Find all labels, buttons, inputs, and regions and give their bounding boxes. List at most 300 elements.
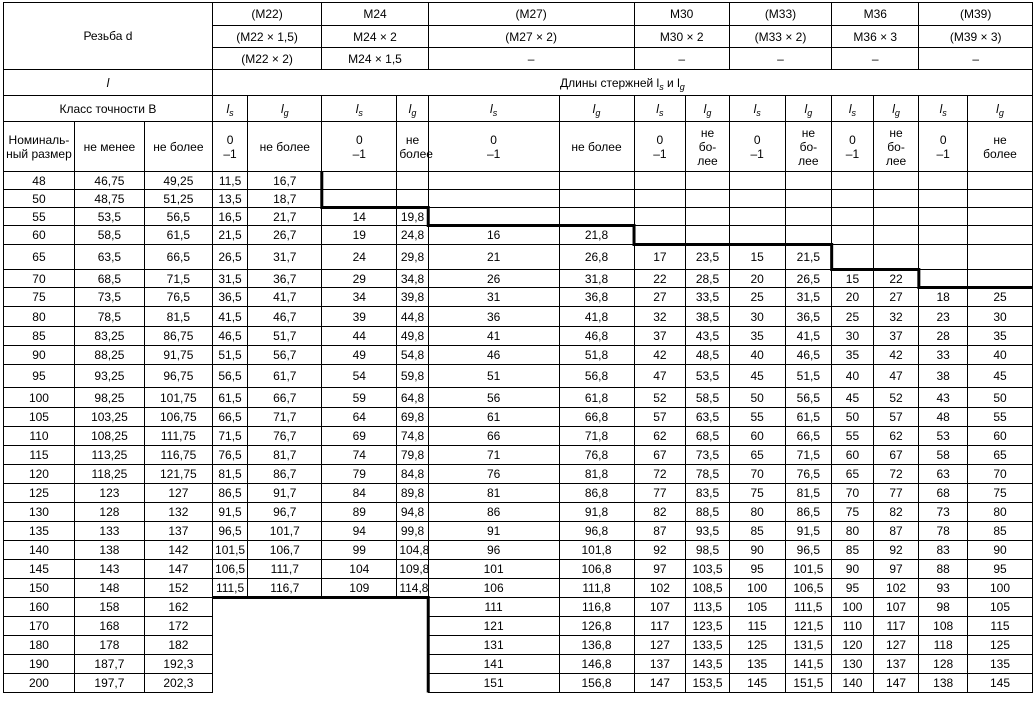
lg-header-6 — [873, 96, 919, 122]
max-value: 116,75 — [144, 446, 212, 465]
lg-value: 131,5 — [785, 636, 832, 655]
lg-value: 147 — [873, 674, 919, 693]
lg-value — [873, 172, 919, 190]
lg-value: 51,7 — [248, 327, 322, 346]
nominal-size: 160 — [4, 598, 75, 617]
ls-value: 52 — [634, 388, 686, 408]
min-value: 168 — [74, 617, 144, 636]
lg-value: 51,5 — [785, 365, 832, 388]
ls-value: 100 — [832, 598, 874, 617]
thread-col-7: (M39) — [919, 3, 1033, 26]
lg-value: 121,5 — [785, 617, 832, 636]
min-value: 187,7 — [74, 655, 144, 674]
thread-col-3: (M27) — [428, 3, 634, 26]
lg-subscript: g — [679, 81, 685, 92]
thread-col-4: M30 — [634, 3, 729, 26]
ls-header-3 — [428, 96, 559, 122]
lg-value: 33,5 — [686, 288, 730, 307]
ls-value: 66,5 — [212, 408, 247, 427]
lg-value: 76,8 — [559, 446, 634, 465]
ls-header-1-sub: s — [229, 107, 234, 118]
min-value: 108,25 — [74, 427, 144, 446]
ls-header-3-letter: l — [490, 101, 493, 116]
ls-value: 51 — [428, 365, 559, 388]
ls-value: 26,5 — [212, 245, 247, 270]
ls-tolerance-4-line-2: –1 — [653, 146, 667, 161]
lg-value: 153,5 — [686, 674, 730, 693]
ls-value: 40 — [729, 346, 785, 365]
table-row — [4, 484, 1033, 503]
lg-value: 113,5 — [686, 598, 730, 617]
ls-value: 109 — [322, 579, 397, 598]
lg-value: 96,7 — [248, 503, 322, 522]
ls-value: 102 — [634, 579, 686, 598]
lg-value: 58,5 — [686, 388, 730, 408]
lg-value: 41,5 — [785, 327, 832, 346]
max-value: 76,5 — [144, 288, 212, 307]
ls-value: 60 — [832, 446, 874, 465]
ls-value — [428, 190, 559, 208]
lg-value: 105 — [968, 598, 1033, 617]
min-value: 53,5 — [74, 208, 144, 226]
nominal-size-header — [4, 122, 75, 172]
nominal-size: 60 — [4, 226, 75, 245]
ls-header-7 — [919, 96, 968, 122]
lg-value — [686, 172, 730, 190]
ls-value: 25 — [729, 288, 785, 307]
max-value: 121,75 — [144, 465, 212, 484]
lg-value: 46,8 — [559, 327, 634, 346]
thread-col-5: (M33) — [729, 3, 831, 26]
nominal-size: 135 — [4, 522, 75, 541]
lg-header-1-letter: l — [280, 101, 284, 116]
ls-value — [212, 617, 247, 636]
min-header: не менее — [74, 122, 144, 172]
lg-limit-4-line-2: бо- — [698, 139, 717, 154]
lg-value: 46,7 — [248, 307, 322, 327]
lg-value: 48,5 — [686, 346, 730, 365]
ls-value: 25 — [832, 307, 874, 327]
lg-value: 86,7 — [248, 465, 322, 484]
lg-value: 95 — [968, 560, 1033, 579]
lg-value — [686, 190, 730, 208]
lg-value: 141,5 — [785, 655, 832, 674]
ls-value: 20 — [832, 288, 874, 307]
lengths-header — [212, 70, 1032, 96]
lg-value: 75 — [968, 484, 1033, 503]
lg-value — [968, 190, 1033, 208]
ls-tolerance-1-line-1: 0 — [226, 132, 234, 147]
ls-value — [212, 598, 247, 617]
max-value: 182 — [144, 636, 212, 655]
min-value: 197,7 — [74, 674, 144, 693]
lg-value: 86,8 — [559, 484, 634, 503]
ls-tolerance-7-line-1: 0 — [939, 132, 947, 147]
ls-value: 63 — [919, 465, 968, 484]
max-value: 142 — [144, 541, 212, 560]
ls-tolerance-3-line-1: 0 — [490, 132, 497, 147]
ls-value: 21 — [428, 245, 559, 270]
lg-header-2-sub: g — [411, 107, 417, 118]
lg-value: 56,7 — [248, 346, 322, 365]
lg-value: 91,8 — [559, 503, 634, 522]
lg-value: 26,7 — [248, 226, 322, 245]
lg-value: 104,8 — [397, 541, 428, 560]
ls-value: 50 — [832, 408, 874, 427]
ls-value: 37 — [634, 327, 686, 346]
min-value: 148 — [74, 579, 144, 598]
lg-value: 103,5 — [686, 560, 730, 579]
ls-value: 131 — [428, 636, 559, 655]
nominal-line-2: ный размер — [6, 146, 72, 161]
ls-value: 29 — [322, 270, 397, 288]
nominal-size: 110 — [4, 427, 75, 446]
ls-value: 97 — [634, 560, 686, 579]
ls-value — [634, 172, 686, 190]
lg-value: 41,7 — [248, 288, 322, 307]
ls-value: 73 — [919, 503, 968, 522]
ls-value — [428, 208, 559, 226]
min-value: 63,5 — [74, 245, 144, 270]
ls-value — [729, 226, 785, 245]
ls-value: 106,5 — [212, 560, 247, 579]
lg-header-6-letter: l — [892, 101, 895, 116]
ls-value: 89 — [322, 503, 397, 522]
lg-value: 61,8 — [559, 388, 634, 408]
lg-limit-5-line-1: не — [801, 125, 816, 140]
lg-value: 61,5 — [785, 408, 832, 427]
max-value: 127 — [144, 484, 212, 503]
nominal-size: 115 — [4, 446, 75, 465]
nominal-size: 130 — [4, 503, 75, 522]
min-value: 73,5 — [74, 288, 144, 307]
ls-value: 65 — [729, 446, 785, 465]
ls-value: 75 — [729, 484, 785, 503]
lg-value: 31,7 — [248, 245, 322, 270]
nominal-size: 90 — [4, 346, 75, 365]
thread-alt-1: (M22 × 2) — [212, 48, 321, 70]
ls-tolerance-2-line-1: 0 — [355, 132, 363, 147]
nominal-size: 120 — [4, 465, 75, 484]
ls-value: 80 — [729, 503, 785, 522]
ls-value: 74 — [322, 446, 397, 465]
ls-value: 141 — [428, 655, 559, 674]
ls-tolerance-5 — [729, 122, 785, 172]
ls-value — [322, 598, 397, 617]
ls-tolerance-6-line-2: –1 — [845, 146, 860, 161]
max-value: 111,75 — [144, 427, 212, 446]
ls-header-3-sub: s — [492, 107, 498, 118]
min-value: 48,75 — [74, 190, 144, 208]
lg-header-2-letter: l — [408, 101, 412, 116]
lg-value — [873, 245, 919, 270]
lg-value: 55 — [968, 408, 1033, 427]
max-value: 192,3 — [144, 655, 212, 674]
table-row — [4, 427, 1033, 446]
ls-value: 16,5 — [212, 208, 247, 226]
lg-value: 82 — [873, 503, 919, 522]
bolt-length-table — [3, 2, 1033, 693]
ls-value: 64 — [322, 408, 397, 427]
min-value: 93,25 — [74, 365, 144, 388]
lg-value: 96,5 — [785, 541, 832, 560]
ls-tolerance-3 — [428, 122, 559, 172]
lg-value: 123,5 — [686, 617, 730, 636]
lg-value: 29,8 — [397, 245, 428, 270]
ls-tolerance-2-line-2: –1 — [352, 146, 366, 161]
ls-value: 23 — [919, 307, 968, 327]
lg-value: 19,8 — [397, 208, 428, 226]
accuracy-class: Класс точности B — [4, 96, 213, 122]
max-value: 61,5 — [144, 226, 212, 245]
ls-value: 88 — [919, 560, 968, 579]
lg-value: 84,8 — [397, 465, 428, 484]
lg-value: 111,7 — [248, 560, 322, 579]
min-value: 98,25 — [74, 388, 144, 408]
table-row — [4, 408, 1033, 427]
ls-tolerance-4-line-1: 0 — [656, 132, 664, 147]
max-value: 132 — [144, 503, 212, 522]
min-value: 143 — [74, 560, 144, 579]
ls-value: 35 — [729, 327, 785, 346]
nominal-size: 180 — [4, 636, 75, 655]
lg-value: 101,8 — [559, 541, 634, 560]
lg-value: 80 — [968, 503, 1033, 522]
ls-value: 94 — [322, 522, 397, 541]
ls-header-1-letter: l — [226, 101, 230, 116]
lg-value: 46,5 — [785, 346, 832, 365]
lg-value: 21,7 — [248, 208, 322, 226]
ls-value: 20 — [729, 270, 785, 288]
lg-value — [248, 598, 322, 617]
ls-value: 26 — [428, 270, 559, 288]
lg-value: 41,8 — [559, 307, 634, 327]
ls-value: 71,5 — [212, 427, 247, 446]
table-row — [4, 617, 1033, 636]
ls-value: 13,5 — [212, 190, 247, 208]
ls-value: 86 — [428, 503, 559, 522]
lg-value: 145 — [968, 674, 1033, 693]
ls-value — [212, 636, 247, 655]
lg-value: 101,5 — [785, 560, 832, 579]
nominal-size: 140 — [4, 541, 75, 560]
ls-header-6-letter: l — [848, 101, 852, 116]
thread-alt-2: M24 × 1,5 — [322, 48, 428, 70]
lg-value: 96,8 — [559, 522, 634, 541]
table-row — [4, 190, 1033, 208]
lg-value: 54,8 — [397, 346, 428, 365]
lg-value: 116,7 — [248, 579, 322, 598]
lg-limit-6 — [873, 122, 919, 172]
nominal-line-1: Номиналь- — [8, 132, 70, 147]
min-value: 133 — [74, 522, 144, 541]
ls-value: 81 — [428, 484, 559, 503]
ls-value: 85 — [832, 541, 874, 560]
ls-value: 147 — [634, 674, 686, 693]
table-row — [4, 346, 1033, 365]
ls-value: 130 — [832, 655, 874, 674]
min-value: 128 — [74, 503, 144, 522]
lg-value — [968, 245, 1033, 270]
table-row — [4, 288, 1033, 307]
ls-value: 56,5 — [212, 365, 247, 388]
nominal-size: 70 — [4, 270, 75, 288]
lg-value: 59,8 — [397, 365, 428, 388]
ls-value: 127 — [634, 636, 686, 655]
ls-value: 76,5 — [212, 446, 247, 465]
lg-limit-5-line-3: лее — [798, 153, 819, 168]
lg-value: 77 — [873, 484, 919, 503]
ls-header-1 — [212, 96, 247, 122]
ls-subscript: s — [659, 81, 664, 92]
max-value: 49,25 — [144, 172, 212, 190]
lg-value: 99,8 — [397, 522, 428, 541]
ls-value — [919, 245, 968, 270]
lg-header-6-sub: g — [894, 107, 900, 118]
ls-value: 121 — [428, 617, 559, 636]
min-value: 83,25 — [74, 327, 144, 346]
ls-value: 137 — [634, 655, 686, 674]
lg-value: 37 — [873, 327, 919, 346]
max-value: 172 — [144, 617, 212, 636]
ls-value: 101 — [428, 560, 559, 579]
ls-value: 138 — [919, 674, 968, 693]
ls-value: 70 — [729, 465, 785, 484]
lg-value: 90 — [968, 541, 1033, 560]
lg-value: 64,8 — [397, 388, 428, 408]
lg-value — [397, 655, 428, 674]
ls-value: 111,5 — [212, 579, 247, 598]
lg-value — [873, 226, 919, 245]
lg-value: 137 — [873, 655, 919, 674]
max-value: 66,5 — [144, 245, 212, 270]
lg-value — [397, 674, 428, 693]
ls-value: 49 — [322, 346, 397, 365]
lg-value: 66,7 — [248, 388, 322, 408]
ls-tolerance-2 — [322, 122, 397, 172]
ls-value: 55 — [729, 408, 785, 427]
min-value: 46,75 — [74, 172, 144, 190]
ls-value: 30 — [832, 327, 874, 346]
lg-value: 30 — [968, 307, 1033, 327]
ls-value: 117 — [634, 617, 686, 636]
ls-value — [729, 208, 785, 226]
ls-value: 32 — [634, 307, 686, 327]
ls-value: 93 — [919, 579, 968, 598]
ls-value: 15 — [729, 245, 785, 270]
table-row — [4, 674, 1033, 693]
nominal-size: 80 — [4, 307, 75, 327]
table-row — [4, 541, 1033, 560]
lg-limit-5-line-2: бо- — [799, 139, 818, 154]
ls-value: 48 — [919, 408, 968, 427]
max-value: 96,75 — [144, 365, 212, 388]
lg-value: 70 — [968, 465, 1033, 484]
lg-value: 47 — [873, 365, 919, 388]
ls-value: 17 — [634, 245, 686, 270]
nominal-size: 85 — [4, 327, 75, 346]
ls-value — [322, 172, 397, 190]
ls-value — [322, 655, 397, 674]
min-value: 58,5 — [74, 226, 144, 245]
lg-value: 71,8 — [559, 427, 634, 446]
table-row — [4, 270, 1033, 288]
ls-tolerance-1-line-2: –1 — [223, 146, 237, 161]
ls-value — [322, 617, 397, 636]
lg-value — [559, 172, 634, 190]
lg-value: 49,8 — [397, 327, 428, 346]
ls-header-4-sub: s — [658, 107, 664, 118]
l-header: l — [4, 70, 213, 96]
ls-value: 31 — [428, 288, 559, 307]
ls-header-4 — [634, 96, 686, 122]
table-row — [4, 245, 1033, 270]
lg-value: 117 — [873, 617, 919, 636]
table-row — [4, 365, 1033, 388]
ls-value: 140 — [832, 674, 874, 693]
min-value: 158 — [74, 598, 144, 617]
thread-fine-2: M24 × 2 — [322, 26, 428, 48]
lg-value: 109,8 — [397, 560, 428, 579]
ls-value: 47 — [634, 365, 686, 388]
lg-value — [968, 208, 1033, 226]
thread-fine-6: M36 × 3 — [832, 26, 919, 48]
lg-value — [785, 172, 832, 190]
ls-value: 72 — [634, 465, 686, 484]
ls-value: 30 — [729, 307, 785, 327]
lg-value: 52 — [873, 388, 919, 408]
ls-header-4-letter: l — [656, 101, 659, 116]
lg-value: 28,5 — [686, 270, 730, 288]
lg-value: 87 — [873, 522, 919, 541]
ls-value — [634, 226, 686, 245]
lg-value: 98,5 — [686, 541, 730, 560]
ls-value: 38 — [919, 365, 968, 388]
ls-value — [634, 190, 686, 208]
lg-header-4-sub: g — [706, 107, 712, 118]
thread-fine-4: M30 × 2 — [634, 26, 729, 48]
ls-value: 24 — [322, 245, 397, 270]
ls-value — [832, 226, 874, 245]
nominal-size: 100 — [4, 388, 75, 408]
min-value: 138 — [74, 541, 144, 560]
ls-header-2-sub: s — [358, 107, 363, 118]
ls-value — [832, 190, 874, 208]
lg-value: 136,8 — [559, 636, 634, 655]
lg-value: 114,8 — [397, 579, 428, 598]
lg-value: 50 — [968, 388, 1033, 408]
max-value: 71,5 — [144, 270, 212, 288]
ls-value: 18 — [919, 288, 968, 307]
table-row — [4, 208, 1033, 226]
nominal-size: 150 — [4, 579, 75, 598]
ls-value: 99 — [322, 541, 397, 560]
ls-value: 105 — [729, 598, 785, 617]
ls-value — [832, 172, 874, 190]
ls-value: 67 — [634, 446, 686, 465]
lg-value: 26,5 — [785, 270, 832, 288]
ls-value: 91 — [428, 522, 559, 541]
ls-value — [919, 190, 968, 208]
ls-value — [729, 172, 785, 190]
ls-header-2 — [322, 96, 397, 122]
length-table-wrapper — [3, 2, 1033, 704]
ls-value — [322, 636, 397, 655]
lg-value: 66,8 — [559, 408, 634, 427]
ls-value: 65 — [832, 465, 874, 484]
lg-header-3 — [559, 96, 634, 122]
ls-value: 80 — [832, 522, 874, 541]
